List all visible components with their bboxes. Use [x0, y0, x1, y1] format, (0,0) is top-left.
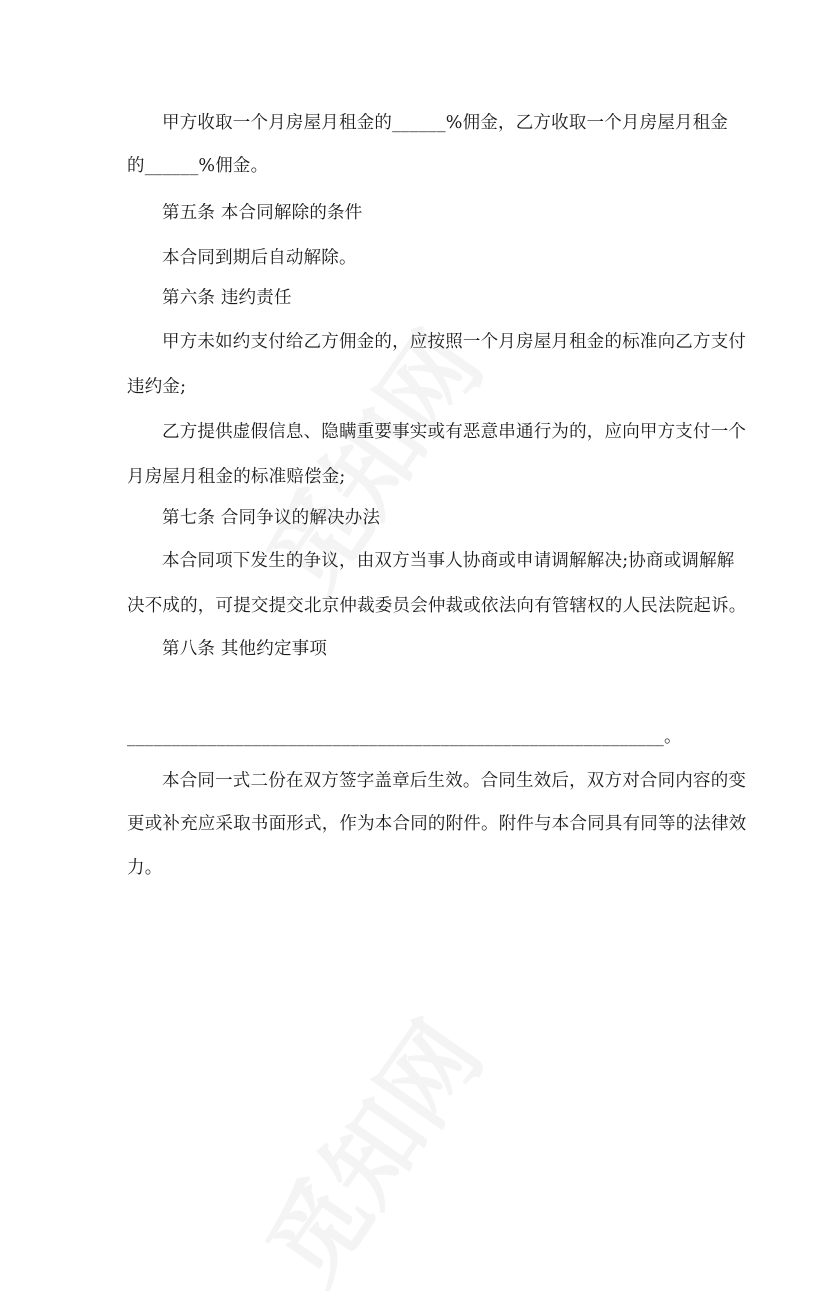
article-8-blank-line: ____________________________________________________________。: [127, 727, 682, 747]
article-5-text: 本合同到期后自动解除。: [162, 248, 357, 268]
article-6-party-b-line-1: 乙方提供虚假信息、隐瞒重要事实或有恶意串通行为的，应向甲方支付一个: [162, 422, 747, 442]
article-7-text-line-1: 本合同项下发生的争议，由双方当事人协商或申请调解解决;协商或调解解: [162, 551, 735, 571]
article-8-heading: 第八条 其他约定事项: [162, 639, 328, 659]
closing-line-3: 力。: [127, 858, 163, 878]
watermark-bottom: [230, 991, 507, 1305]
article-6-party-a-line-1: 甲方未如约支付给乙方佣金的，应按照一个月房屋月租金的标准向乙方支付: [162, 332, 747, 352]
paragraph-commission-line-1: 甲方收取一个月房屋月租金的______%佣金，乙方收取一个月房屋月租金: [162, 113, 729, 133]
paragraph-commission-line-2: 的______%佣金。: [127, 156, 269, 176]
article-7-text-line-2: 决不成的，可提交提交北京仲裁委员会仲裁或依法向有管辖权的人民法院起诉。: [127, 596, 747, 616]
closing-line-2: 更或补充应采取书面形式，作为本合同的附件。附件与本合同具有同等的法律效: [127, 814, 747, 834]
closing-line-1: 本合同一式二份在双方签字盖章后生效。合同生效后，双方对合同内容的变: [162, 771, 747, 791]
article-6-heading: 第六条 违约责任: [162, 288, 292, 308]
article-6-party-a-line-2: 违约金;: [127, 377, 187, 397]
article-6-party-b-line-2: 月房屋月租金的标准赔偿金;: [127, 467, 346, 487]
article-7-heading: 第七条 合同争议的解决办法: [162, 508, 381, 528]
article-5-heading: 第五条 本合同解除的条件: [162, 203, 363, 223]
